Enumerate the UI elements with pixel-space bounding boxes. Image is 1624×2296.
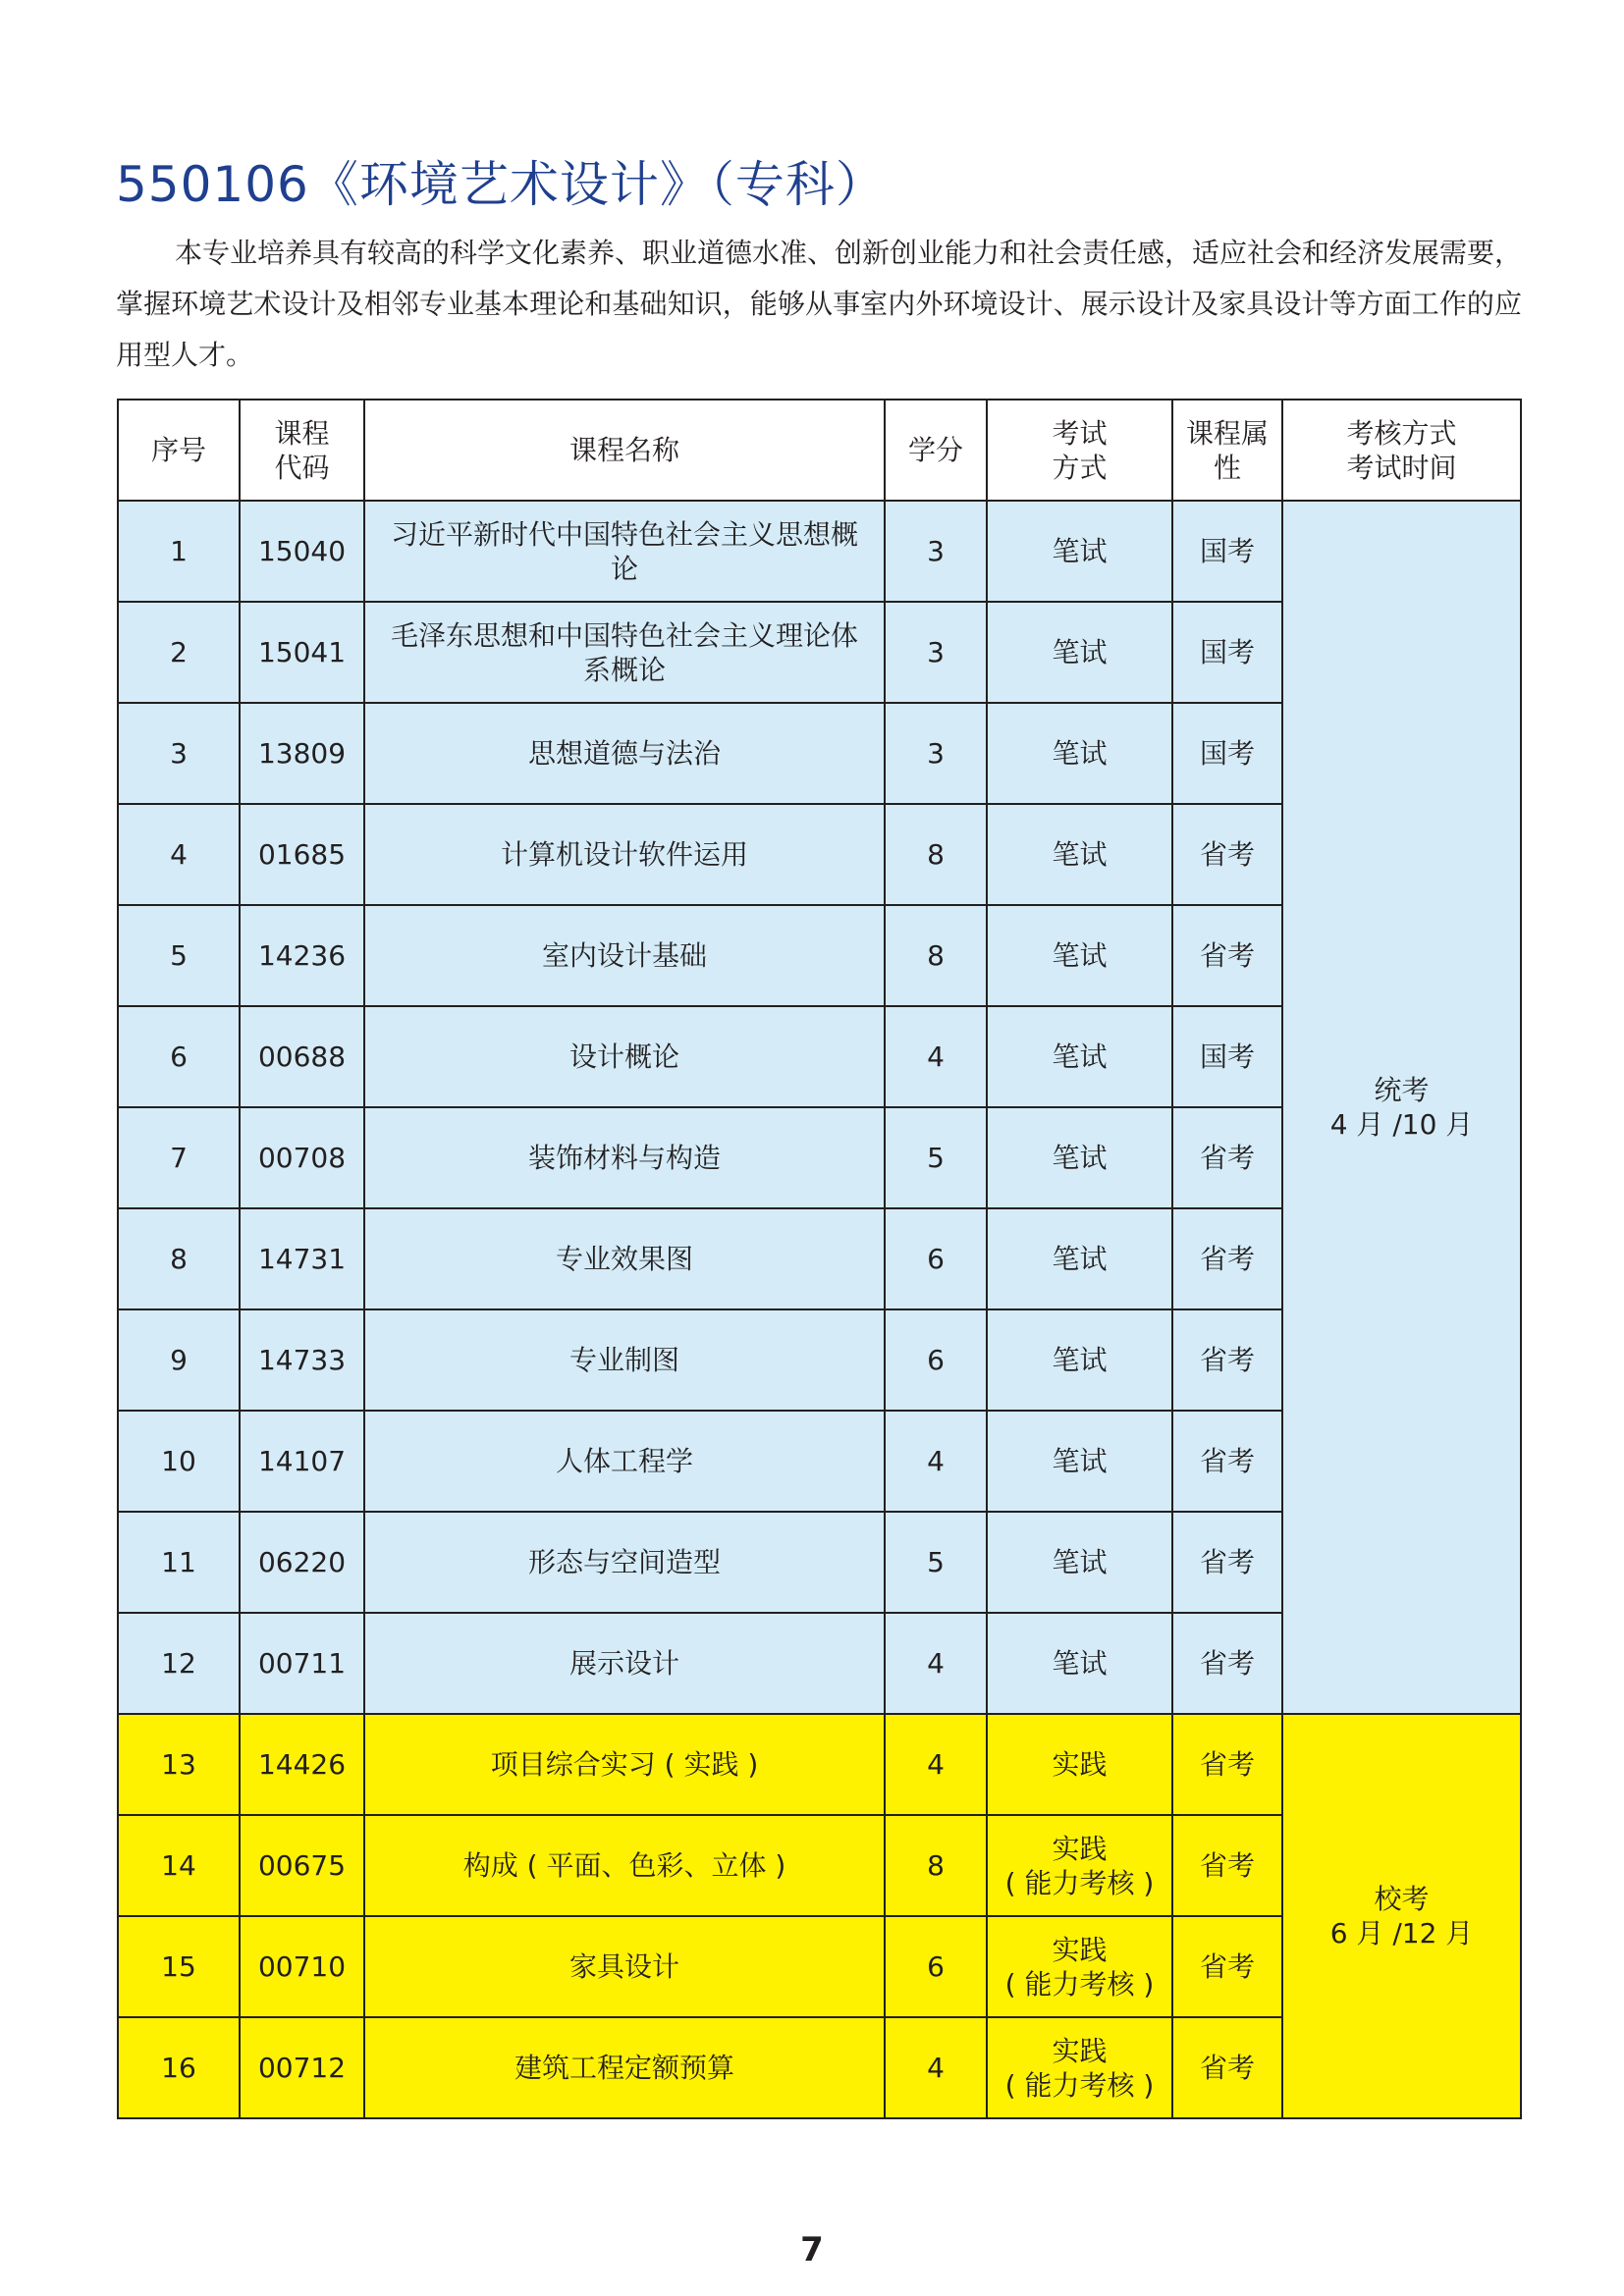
cell-attribute: 国考: [1172, 1006, 1282, 1107]
cell-code: 14426: [240, 1714, 364, 1815]
cell-name-line: 室内设计基础: [541, 939, 707, 972]
cell-method-line: 笔试: [1052, 1344, 1108, 1376]
cell-method-line: ( 能力考核 ): [1004, 2068, 1155, 2102]
cell-method-line: 笔试: [1052, 1041, 1108, 1073]
cell-method: [987, 2017, 1172, 2118]
cell-method-line: 笔试: [1052, 939, 1108, 972]
cell-name-line: 家具设计: [568, 1950, 679, 1983]
header-exam-method: [987, 400, 1172, 501]
header-code-line: 课程: [274, 416, 330, 450]
cell-name: [364, 1107, 885, 1208]
table-header: [118, 400, 1521, 501]
cell-attribute: 省考: [1172, 804, 1282, 905]
cell-name-line: 设计概论: [568, 1041, 679, 1073]
cell-seq: 3: [118, 703, 240, 804]
cell-name: [364, 1916, 885, 2017]
header-method-line: 方式: [1052, 451, 1108, 484]
cell-method-line: 笔试: [1052, 1647, 1108, 1680]
cell-name-line: 习近平新时代中国特色社会主义思想概: [390, 517, 858, 551]
cell-name-line: 装饰材料与构造: [527, 1142, 721, 1174]
cell-method: [987, 804, 1172, 905]
cell-method-line: 笔试: [1052, 1142, 1108, 1174]
cell-attribute: 国考: [1172, 602, 1282, 703]
cell-method: [987, 1916, 1172, 2017]
cell-method-line: 笔试: [1052, 737, 1108, 770]
header-attribute: [1172, 400, 1282, 501]
cell-method-line: 笔试: [1052, 838, 1108, 871]
cell-method: [987, 1208, 1172, 1309]
cell-method: [987, 1006, 1172, 1107]
cell-seq: 6: [118, 1006, 240, 1107]
cell-credit: 4: [885, 1411, 987, 1512]
cell-name-line: 建筑工程定额预算: [514, 2052, 734, 2084]
cell-name: [364, 804, 885, 905]
cell-method-line: 笔试: [1052, 636, 1108, 668]
cell-name: [364, 1411, 885, 1512]
cell-method: [987, 1815, 1172, 1916]
cell-attribute: 省考: [1172, 1815, 1282, 1916]
cell-seq: 16: [118, 2017, 240, 2118]
cell-code: 15041: [240, 602, 364, 703]
cell-method-line: 笔试: [1052, 1445, 1108, 1477]
cell-name-line: 项目综合实习 ( 实践 ): [490, 1748, 759, 1781]
cell-credit: 6: [885, 1309, 987, 1411]
cell-name-line: 人体工程学: [555, 1445, 693, 1477]
cell-method-line: 笔试: [1052, 1546, 1108, 1578]
cell-method: [987, 703, 1172, 804]
cell-seq: 2: [118, 602, 240, 703]
cell-name: [364, 1613, 885, 1714]
header-attribute-line: 性: [1213, 451, 1241, 484]
cell-name: [364, 1815, 885, 1916]
cell-code: 14107: [240, 1411, 364, 1512]
cell-name: [364, 1006, 885, 1107]
course-table: [117, 399, 1522, 2119]
cell-method-line: ( 能力考核 ): [1004, 1866, 1155, 1899]
cell-code: 00708: [240, 1107, 364, 1208]
cell-name: [364, 1208, 885, 1309]
cell-method: [987, 602, 1172, 703]
cell-method-line: 笔试: [1052, 535, 1108, 567]
intro-paragraph: 本专业培养具有较高的科学文化素养、职业道德水准、创新创业能力和社会责任感，适应社会和经济发展需要，掌握环境艺术设计及相邻专业基本理论和基础知识，能够从事室内外环境设计、展示设计及家具设计等方面工作的应用型人才。: [116, 237, 1523, 371]
assessment-time: 6 月 /12 月: [1329, 1917, 1474, 1949]
cell-method-line: ( 能力考核 ): [1004, 1967, 1155, 2001]
cell-seq: 15: [118, 1916, 240, 2017]
cell-name: [364, 1512, 885, 1613]
cell-attribute: 省考: [1172, 1714, 1282, 1815]
cell-name: [364, 602, 885, 703]
cell-code: 00711: [240, 1613, 364, 1714]
cell-code: 14731: [240, 1208, 364, 1309]
cell-attribute: 省考: [1172, 1916, 1282, 2017]
cell-name: [364, 501, 885, 602]
cell-method: [987, 1411, 1172, 1512]
cell-method-line: 笔试: [1052, 1243, 1108, 1275]
cell-seq: 8: [118, 1208, 240, 1309]
header-row: [118, 400, 1521, 501]
cell-name-line: 专业效果图: [555, 1243, 693, 1275]
header-code-line: 代码: [274, 451, 330, 484]
cell-code: 14733: [240, 1309, 364, 1411]
cell-attribute: 省考: [1172, 1613, 1282, 1714]
header-assessment: [1282, 400, 1521, 501]
cell-credit: 4: [885, 2017, 987, 2118]
cell-method-line: 实践: [1052, 1832, 1108, 1865]
cell-seq: 9: [118, 1309, 240, 1411]
cell-seq: 5: [118, 905, 240, 1006]
page-title: 550106《环境艺术设计》（专科）: [116, 156, 886, 213]
cell-method: [987, 905, 1172, 1006]
cell-credit: 3: [885, 703, 987, 804]
table-row: [118, 501, 1521, 602]
cell-name: [364, 1714, 885, 1815]
cell-method: [987, 1613, 1172, 1714]
cell-name: [364, 1309, 885, 1411]
cell-credit: 4: [885, 1714, 987, 1815]
cell-method-line: 实践: [1052, 2034, 1108, 2067]
cell-name: [364, 2017, 885, 2118]
cell-attribute: 省考: [1172, 1107, 1282, 1208]
cell-code: 00712: [240, 2017, 364, 2118]
cell-seq: 10: [118, 1411, 240, 1512]
cell-code: 06220: [240, 1512, 364, 1613]
cell-code: 00688: [240, 1006, 364, 1107]
cell-method-line: 实践: [1052, 1748, 1108, 1781]
header-method-line: 考试: [1052, 416, 1108, 450]
cell-seq: 12: [118, 1613, 240, 1714]
cell-name: [364, 905, 885, 1006]
cell-method: [987, 1714, 1172, 1815]
cell-name-line: 论: [610, 552, 638, 585]
cell-name-line: 思想道德与法治: [527, 737, 721, 770]
cell-name-line: 专业制图: [568, 1344, 679, 1376]
assessment-time: 4 月 /10 月: [1329, 1108, 1474, 1141]
cell-seq: 14: [118, 1815, 240, 1916]
assessment-label: 校考: [1374, 1883, 1430, 1915]
cell-method: [987, 501, 1172, 602]
cell-code: 14236: [240, 905, 364, 1006]
cell-credit: 6: [885, 1208, 987, 1309]
cell-name-line: 毛泽东思想和中国特色社会主义理论体: [390, 618, 858, 652]
cell-code: 01685: [240, 804, 364, 905]
cell-name-line: 形态与空间造型: [527, 1546, 721, 1578]
page-number: 7: [800, 2230, 824, 2269]
header-name: 课程名称: [364, 400, 885, 501]
cell-code: 15040: [240, 501, 364, 602]
cell-credit: 5: [885, 1107, 987, 1208]
cell-attribute: 国考: [1172, 501, 1282, 602]
cell-code: 13809: [240, 703, 364, 804]
cell-seq: 11: [118, 1512, 240, 1613]
cell-credit: 8: [885, 804, 987, 905]
cell-seq: 13: [118, 1714, 240, 1815]
cell-method: [987, 1107, 1172, 1208]
cell-attribute: 省考: [1172, 1208, 1282, 1309]
cell-attribute: 省考: [1172, 905, 1282, 1006]
header-attribute-line: 课程属: [1185, 416, 1269, 450]
cell-code: 00675: [240, 1815, 364, 1916]
cell-name-line: 展示设计: [568, 1647, 679, 1680]
cell-name-line: 系概论: [582, 653, 666, 686]
cell-assessment-group: [1282, 501, 1521, 1714]
cell-name-line: 构成 ( 平面、色彩、立体 ): [462, 1849, 786, 1882]
header-assessment-line: 考核方式: [1346, 416, 1457, 450]
assessment-label: 统考: [1374, 1074, 1430, 1106]
cell-credit: 4: [885, 1006, 987, 1107]
cell-credit: 5: [885, 1512, 987, 1613]
cell-method: [987, 1512, 1172, 1613]
cell-credit: 4: [885, 1613, 987, 1714]
cell-name-line: 计算机设计软件运用: [500, 838, 748, 871]
table-row: [118, 1714, 1521, 1815]
header-seq: 序号: [118, 400, 240, 501]
cell-credit: 3: [885, 602, 987, 703]
table-body: [118, 501, 1521, 2118]
cell-credit: 8: [885, 905, 987, 1006]
header-code: [240, 400, 364, 501]
cell-seq: 4: [118, 804, 240, 905]
cell-seq: 7: [118, 1107, 240, 1208]
cell-credit: 3: [885, 501, 987, 602]
cell-attribute: 国考: [1172, 703, 1282, 804]
cell-credit: 6: [885, 1916, 987, 2017]
header-assessment-line: 考试时间: [1346, 451, 1457, 484]
cell-name: [364, 703, 885, 804]
cell-attribute: 省考: [1172, 1411, 1282, 1512]
cell-assessment-group: [1282, 1714, 1521, 2118]
cell-attribute: 省考: [1172, 1309, 1282, 1411]
cell-code: 00710: [240, 1916, 364, 2017]
cell-credit: 8: [885, 1815, 987, 1916]
cell-method-line: 实践: [1052, 1933, 1108, 1966]
cell-attribute: 省考: [1172, 2017, 1282, 2118]
header-credit: 学分: [885, 400, 987, 501]
cell-seq: 1: [118, 501, 240, 602]
cell-method: [987, 1309, 1172, 1411]
cell-attribute: 省考: [1172, 1512, 1282, 1613]
